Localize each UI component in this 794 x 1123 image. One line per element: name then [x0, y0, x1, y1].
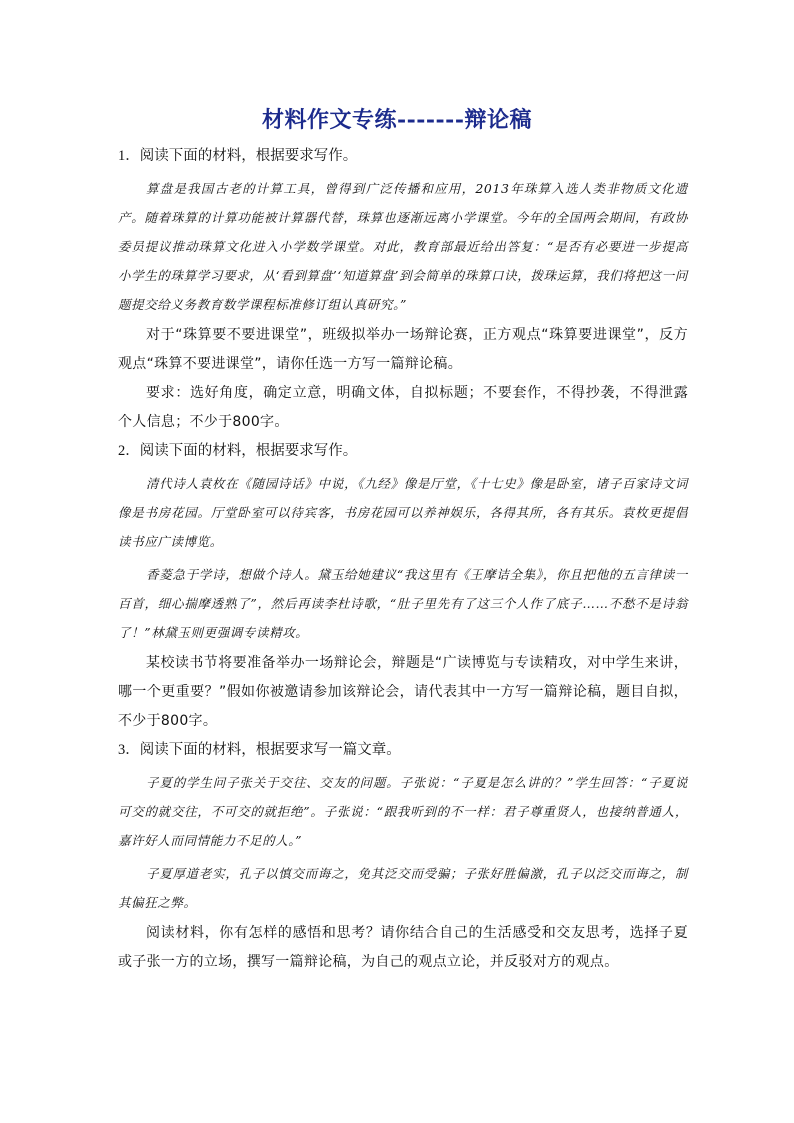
task-paragraph: 对于“珠算要不要进课堂”，班级拟举办一场辩论赛，正方观点“珠算要进课堂”，反方观点“珠算不要进课堂”，请你任选一方写一篇辩论稿。 — [118, 327, 688, 372]
material-paragraph: 清代诗人袁枚在《随园诗话》中说，《九经》像是厅堂，《十七史》像是卧室，诸子百家诗文词像是书房花园。厅堂卧室可以待宾客，书房花园可以养神娱乐，各得其所，各有其乐。袁枚更提倡读书应广读博览。 — [118, 476, 688, 549]
question-1 — [118, 142, 688, 437]
material-paragraph: 算盘是我国古老的计算工具，曾得到广泛传播和应用，2013年珠算入选人类非物质文化遗产。随着珠算的计算功能被计算器代替，珠算也逐渐远离小学课堂。今年的全国两会期间，有政协委员提议推动珠算文化进入小学数学课堂。对此，教育部最近给出答复：“是否有必要进一步提高小学生的珠算学习要求，从‘看到算盘’‘知道算盘’到会简单的珠算口诀，拨珠运算，我们将把这一问题提交给义务教育数学课程标准修订组认真研究。” — [118, 181, 688, 312]
material-paragraph: 香菱急于学诗，想做个诗人。黛玉给她建议“我这里有《王摩诘全集》，你且把他的五言律读一百首，细心揣摩透熟了”，然后再读李杜诗歌，“肚子里先有了这三个人作了底子……不愁不是诗翁了！”林黛玉则更强调专读精攻。 — [118, 567, 688, 640]
document-body — [118, 142, 688, 977]
task-paragraph: 阅读材料，你有怎样的感悟和思考？请你结合自己的生活感受和交友思考，选择子夏或子张一方的立场，撰写一篇辩论稿，为自己的观点立论，并反驳对方的观点。 — [118, 925, 688, 970]
question-prompt: 2．阅读下面的材料，根据要求写作。 — [118, 443, 358, 459]
question-3 — [118, 736, 688, 977]
material-paragraph: 子夏的学生问子张关于交往、交友的问题。子张说：“子夏是怎么讲的？”学生回答：“子夏说可交的就交往，不可交的就拒绝”。子张说：“跟我听到的不一样：君子尊重贤人，也接纳普通人，嘉许好人而同情能力不足的人。” — [118, 775, 688, 848]
question-prompt: 3．阅读下面的材料，根据要求写一篇文章。 — [118, 742, 401, 758]
material-paragraph: 子夏厚道老实，孔子以慎交而诲之，免其泛交而受骗；子张好胜偏激，孔子以泛交而诲之，制其偏狂之弊。 — [118, 866, 688, 910]
requirements-paragraph: 要求：选好角度，确定立意，明确文体，自拟标题；不要套作，不得抄袭，不得泄露个人信息；不少于800字。 — [118, 385, 688, 430]
question-prompt: 1．阅读下面的材料，根据要求写作。 — [118, 148, 358, 164]
question-2 — [118, 437, 688, 736]
task-paragraph: 某校读书节将要准备举办一场辩论会，辩题是“广读博览与专读精攻，对中学生来讲，哪一个更重要？”假如你被邀请参加该辩论会，请代表其中一方写一篇辩论稿，题目自拟，不少于800字。 — [118, 655, 688, 729]
document-title: 材料作文专练-------辩论稿 — [262, 107, 532, 133]
